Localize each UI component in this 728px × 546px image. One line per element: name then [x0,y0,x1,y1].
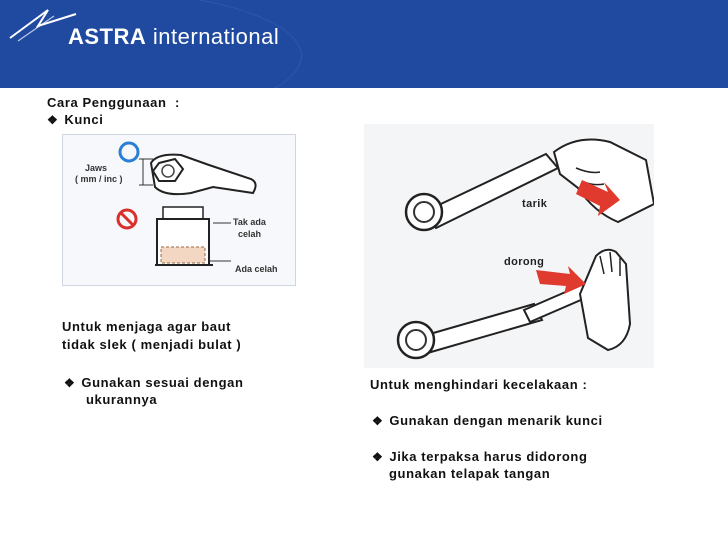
gap-label-line1: Tak ada [233,217,266,227]
right-heading: Untuk menghindari kecelakaan : [370,377,588,392]
brand-name [68,24,279,50]
right-bullet-2 [372,448,588,466]
section-label: Kunci [64,112,104,127]
left-bullet-line2: ukurannya [86,392,158,407]
right-bullet2-line2: gunakan telapak tangan [389,466,551,481]
gap-label-line2: celah [238,229,262,239]
wrench-size-illustration [63,135,295,285]
brand-bold: ASTRA [68,24,147,49]
jaws-label: Jaws [85,163,108,173]
header-bar [0,0,728,88]
right-bullet-1 [372,412,603,430]
right-bullet2-line1: Jika terpaksa harus didorong [389,449,588,464]
section-kunci [47,111,103,129]
left-text-line2: tidak slek ( menjadi bulat ) [62,337,242,352]
left-bullet-line1: Gunakan sesuai dengan [81,375,244,390]
slide-title: Cara Penggunaan : [47,95,180,110]
wrench-usage-illustration [364,124,654,368]
right-bullet1-text: Gunakan dengan menarik kunci [389,413,603,428]
jaws-units-label: ( mm / inc ) [75,174,123,184]
left-text-line1: Untuk menjaga agar baut [62,319,232,334]
fit-label: Ada celah [235,264,278,274]
push-label: dorong [504,256,545,268]
pull-label: tarik [522,198,548,210]
wrench-usage-diagram [364,124,654,368]
left-bullet [64,374,244,392]
brand-light: international [146,24,280,49]
wrench-size-diagram [62,134,296,286]
